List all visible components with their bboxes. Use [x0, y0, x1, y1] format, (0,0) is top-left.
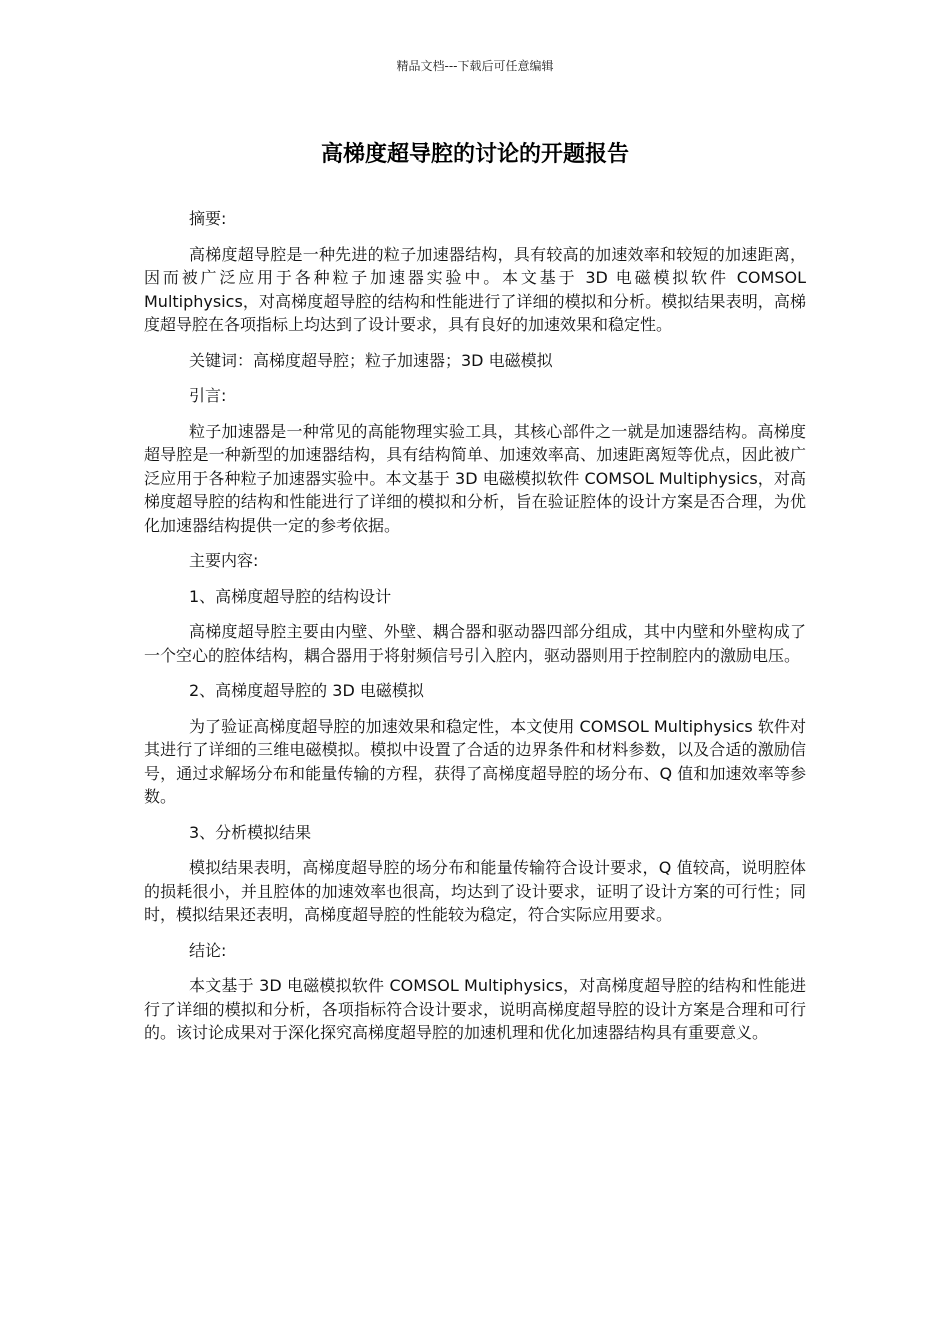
abstract-paragraph: 高梯度超导腔是一种先进的粒子加速器结构，具有较高的加速效率和较短的加速距离，因而被广泛应用于各种粒子加速器实验中。本文基于 3D 电磁模拟软件 COMSOL Multiphysics，对高梯度超导腔的结构和性能进行了详细的模拟和分析。模拟结果表明，高梯度超导腔在各项指标上均达到了设计要求，具有良好的加速效果和稳定性。 [144, 244, 806, 334]
header-note: 精品文档---下载后可任意编辑 [396, 59, 554, 73]
document-title: 高梯度超导腔的讨论的开题报告 [320, 142, 629, 167]
keywords-line: 关键词：高梯度超导腔；粒子加速器；3D 电磁模拟 [189, 350, 553, 370]
section-1-heading: 1、高梯度超导腔的结构设计 [189, 586, 392, 606]
section-2-paragraph: 为了验证高梯度超导腔的加速效果和稳定性，本文使用 COMSOL Multiphysics 软件对其进行了详细的三维电磁模拟。模拟中设置了合适的边界条件和材料参数，以及合适的激励信号，通过求解场分布和能量传输的方程，获得了高梯度超导腔的场分布、Q 值和加速效率等参数。 [144, 716, 806, 806]
abstract-heading: 摘要: [189, 209, 227, 228]
section-3-paragraph: 模拟结果表明，高梯度超导腔的场分布和能量传输符合设计要求，Q 值较高，说明腔体的损耗很小，并且腔体的加速效率也很高，均达到了设计要求，证明了设计方案的可行性；同时，模拟结果还表明，高梯度超导腔的性能较为稳定，符合实际应用要求。 [144, 858, 806, 924]
conclusion-paragraph: 本文基于 3D 电磁模拟软件 COMSOL Multiphysics，对高梯度超导腔的结构和性能进行了详细的模拟和分析，各项指标符合设计要求，说明高梯度超导腔的设计方案是合理和可行的。该讨论成果对于深化探究高梯度超导腔的加速机理和优化加速器结构具有重要意义。 [144, 976, 806, 1042]
section-3-heading: 3、分析模拟结果 [189, 822, 312, 842]
section-1-paragraph: 高梯度超导腔主要由内壁、外壁、耦合器和驱动器四部分组成，其中内壁和外壁构成了一个空心的腔体结构，耦合器用于将射频信号引入腔内，驱动器则用于控制腔内的激励电压。 [144, 622, 806, 665]
introduction-paragraph: 粒子加速器是一种常见的高能物理实验工具，其核心部件之一就是加速器结构。高梯度超导腔是一种新型的加速器结构，具有结构简单、加速效率高、加速距离短等优点，因此被广泛应用于各种粒子加速器实验中。本文基于 3D 电磁模拟软件 COMSOL Multiphysics，对高梯度超导腔的结构和性能进行了详细的模拟和分析，旨在验证腔体的设计方案是否合理，为优化加速器结构提供一定的参考依据。 [144, 421, 806, 535]
section-2-heading: 2、高梯度超导腔的 3D 电磁模拟 [189, 681, 424, 700]
main-content-heading: 主要内容: [189, 551, 259, 570]
conclusion-heading: 结论: [189, 940, 227, 960]
document-body [144, 207, 806, 1057]
introduction-heading: 引言: [189, 386, 227, 405]
